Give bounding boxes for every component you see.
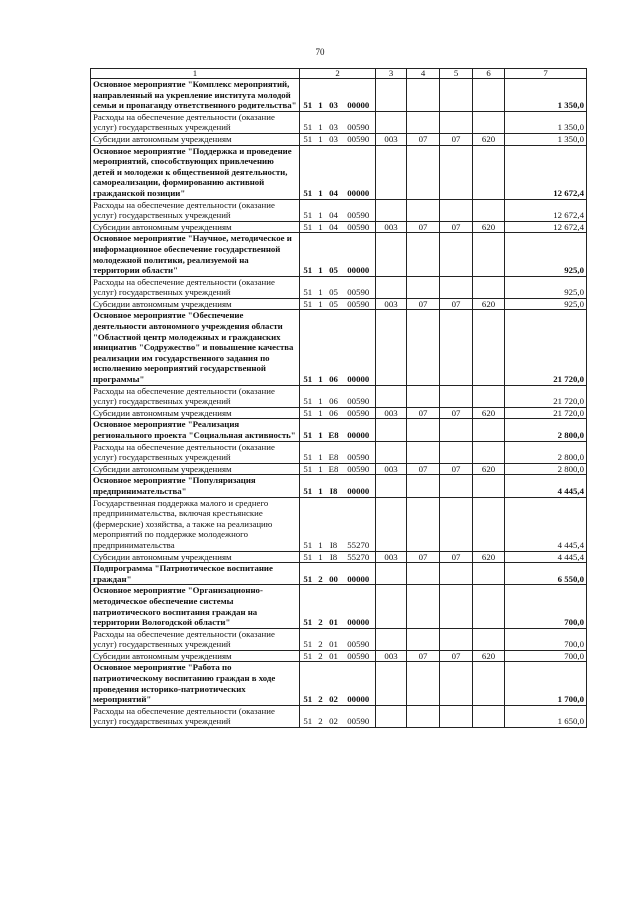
row-name: Основное мероприятие "Комплекс мероприятий, направленный на укрепление института молодой семьи и пропаганду ответственного родительства" [91,79,300,112]
row-subsection [440,563,473,585]
row-code-event: I8 [326,475,342,497]
row-code-direction: 00000 [342,419,376,441]
row-name: Расходы на обеспечение деятельности (оказание услуг) государственных учреждений [91,628,300,650]
row-code-subprogram: 1 [316,475,326,497]
row-name: Основное мероприятие "Поддержка и проведение мероприятий, способствующих привлечению детей и молодежи к общественной деятельности, самореализации, формированию активной гражданской позиции" [91,145,300,199]
row-code-direction: 55270 [342,551,376,563]
row-section [407,111,440,133]
row-name: Расходы на обеспечение деятельности (оказание услуг) государственных учреждений [91,385,300,407]
row-expense-type [473,199,505,221]
row-subsection [440,497,473,551]
row-amount: 700,0 [505,628,587,650]
row-code-direction: 00000 [342,475,376,497]
row-code-direction: 00590 [342,276,376,298]
row-agency [376,585,407,628]
row-subsection: 07 [440,463,473,475]
row-code-subprogram: 1 [316,463,326,475]
row-expense-type [473,310,505,385]
row-subsection [440,310,473,385]
row-agency [376,111,407,133]
row-code-direction: 00590 [342,133,376,145]
row-amount: 925,0 [505,233,587,276]
row-name: Субсидии автономным учреждениям [91,221,300,233]
row-section [407,79,440,112]
row-agency [376,662,407,705]
row-amount: 4 445,4 [505,551,587,563]
row-code-subprogram: 1 [316,385,326,407]
table-row [91,221,587,233]
header-col-4: 4 [407,69,440,79]
table-row [91,585,587,628]
row-code-direction: 55270 [342,497,376,551]
row-code-subprogram: 2 [316,650,326,662]
table-row [91,563,587,585]
row-code-program: 51 [300,276,316,298]
row-code-program: 51 [300,628,316,650]
table-row [91,551,587,563]
row-section [407,145,440,199]
table-row [91,705,587,727]
row-agency: 003 [376,133,407,145]
row-section: 07 [407,551,440,563]
header-col-6: 6 [473,69,505,79]
row-section [407,705,440,727]
header-col-1: 1 [91,69,300,79]
row-agency [376,563,407,585]
row-section [407,475,440,497]
row-expense-type [473,441,505,463]
row-code-event: 03 [326,79,342,112]
row-agency: 003 [376,650,407,662]
row-expense-type [473,233,505,276]
row-code-subprogram: 1 [316,298,326,310]
row-section [407,563,440,585]
row-amount: 2 800,0 [505,441,587,463]
row-name: Расходы на обеспечение деятельности (оказание услуг) государственных учреждений [91,276,300,298]
row-code-event: I8 [326,497,342,551]
row-name: Расходы на обеспечение деятельности (оказание услуг) государственных учреждений [91,441,300,463]
row-section: 07 [407,650,440,662]
row-agency: 003 [376,463,407,475]
row-subsection [440,441,473,463]
row-expense-type: 620 [473,133,505,145]
table-row [91,441,587,463]
row-amount: 21 720,0 [505,310,587,385]
row-code-event: 00 [326,563,342,585]
row-subsection [440,233,473,276]
row-code-direction: 00590 [342,705,376,727]
row-section [407,199,440,221]
row-code-direction: 00000 [342,79,376,112]
table-body [91,79,587,728]
row-section: 07 [407,298,440,310]
row-amount: 1 700,0 [505,662,587,705]
row-code-direction: 00590 [342,441,376,463]
row-code-direction: 00590 [342,463,376,475]
row-code-subprogram: 1 [316,79,326,112]
row-agency [376,310,407,385]
row-code-subprogram: 2 [316,628,326,650]
row-code-direction: 00590 [342,650,376,662]
table-row [91,233,587,276]
row-agency [376,385,407,407]
row-subsection: 07 [440,551,473,563]
row-agency [376,497,407,551]
table-row [91,475,587,497]
row-code-event: 01 [326,585,342,628]
row-section: 07 [407,221,440,233]
row-code-program: 51 [300,111,316,133]
row-expense-type [473,563,505,585]
row-code-direction: 00000 [342,662,376,705]
row-section: 07 [407,407,440,419]
row-agency [376,441,407,463]
row-name: Субсидии автономным учреждениям [91,407,300,419]
row-agency: 003 [376,551,407,563]
row-code-program: 51 [300,310,316,385]
row-name: Субсидии автономным учреждениям [91,551,300,563]
row-section [407,310,440,385]
row-name: Подпрограмма "Патриотическое воспитание граждан" [91,563,300,585]
row-code-event: 05 [326,298,342,310]
row-code-event: 02 [326,705,342,727]
row-section: 07 [407,133,440,145]
table-row [91,276,587,298]
row-agency: 003 [376,407,407,419]
table-row [91,79,587,112]
row-code-direction: 00000 [342,310,376,385]
row-expense-type: 620 [473,551,505,563]
row-code-direction: 00590 [342,199,376,221]
row-code-subprogram: 1 [316,407,326,419]
row-code-direction: 00000 [342,585,376,628]
row-amount: 2 800,0 [505,419,587,441]
row-code-event: 05 [326,233,342,276]
row-code-subprogram: 2 [316,662,326,705]
row-code-event: E8 [326,463,342,475]
row-code-event: 06 [326,407,342,419]
row-agency [376,475,407,497]
row-name: Расходы на обеспечение деятельности (оказание услуг) государственных учреждений [91,705,300,727]
row-code-direction: 00000 [342,233,376,276]
table-row [91,385,587,407]
row-code-subprogram: 1 [316,133,326,145]
row-code-program: 51 [300,441,316,463]
row-agency [376,276,407,298]
row-amount: 925,0 [505,276,587,298]
table-header-row [91,69,587,79]
row-agency [376,79,407,112]
row-name: Основное мероприятие "Работа по патриотическому воспитанию граждан в ходе проведения историко-патриотических мероприятий" [91,662,300,705]
row-code-subprogram: 1 [316,145,326,199]
row-subsection [440,628,473,650]
row-amount: 2 800,0 [505,463,587,475]
header-col-3: 3 [376,69,407,79]
table-row [91,662,587,705]
row-name: Субсидии автономным учреждениям [91,133,300,145]
row-name: Основное мероприятие "Популяризация предпринимательства" [91,475,300,497]
row-code-direction: 00590 [342,111,376,133]
row-section [407,233,440,276]
row-amount: 1 350,0 [505,111,587,133]
row-name: Субсидии автономным учреждениям [91,298,300,310]
row-code-event: 06 [326,310,342,385]
row-name: Основное мероприятие "Научное, методическое и информационное обеспечение государственной молодежной политики, реализуемой на территории области" [91,233,300,276]
row-expense-type [473,628,505,650]
row-name: Субсидии автономным учреждениям [91,650,300,662]
row-agency [376,145,407,199]
row-subsection: 07 [440,298,473,310]
row-section [407,276,440,298]
row-agency [376,628,407,650]
table-row [91,133,587,145]
row-subsection [440,705,473,727]
row-code-subprogram: 2 [316,585,326,628]
row-name: Основное мероприятие "Реализация регионального проекта "Социальная активность" [91,419,300,441]
row-section: 07 [407,463,440,475]
row-expense-type [473,145,505,199]
row-amount: 925,0 [505,298,587,310]
row-expense-type: 620 [473,298,505,310]
row-subsection [440,475,473,497]
budget-table [90,68,587,728]
header-col-2: 2 [300,69,376,79]
table-row [91,463,587,475]
row-code-direction: 00590 [342,407,376,419]
row-code-subprogram: 1 [316,310,326,385]
row-code-program: 51 [300,463,316,475]
row-code-subprogram: 1 [316,441,326,463]
row-code-program: 51 [300,199,316,221]
row-name: Субсидии автономным учреждениям [91,463,300,475]
row-code-event: 01 [326,628,342,650]
row-amount: 4 445,4 [505,475,587,497]
row-code-event: 04 [326,221,342,233]
row-section [407,441,440,463]
row-expense-type [473,79,505,112]
row-subsection: 07 [440,133,473,145]
row-amount: 6 550,0 [505,563,587,585]
row-code-program: 51 [300,475,316,497]
row-expense-type [473,111,505,133]
row-expense-type: 620 [473,650,505,662]
row-amount: 4 445,4 [505,497,587,551]
row-amount: 12 672,4 [505,145,587,199]
row-code-subprogram: 1 [316,221,326,233]
row-name: Государственная поддержка малого и среднего предпринимательства, включая крестьянские (фермерские) хозяйства, а также на реализацию мероприятий по поддержке молодежного предпринимательства [91,497,300,551]
row-code-direction: 00590 [342,385,376,407]
row-subsection [440,662,473,705]
row-code-program: 51 [300,585,316,628]
row-section [407,585,440,628]
row-agency [376,705,407,727]
row-subsection: 07 [440,407,473,419]
row-code-subprogram: 2 [316,705,326,727]
table-row [91,497,587,551]
row-code-program: 51 [300,497,316,551]
row-expense-type: 620 [473,221,505,233]
row-amount: 1 650,0 [505,705,587,727]
row-code-subprogram: 1 [316,233,326,276]
row-amount: 12 672,4 [505,199,587,221]
row-subsection [440,111,473,133]
row-subsection [440,79,473,112]
row-code-program: 51 [300,385,316,407]
row-section [407,385,440,407]
row-code-program: 51 [300,662,316,705]
row-expense-type [473,585,505,628]
row-code-event: E8 [326,441,342,463]
row-amount: 12 672,4 [505,221,587,233]
row-code-program: 51 [300,650,316,662]
row-amount: 21 720,0 [505,407,587,419]
row-code-event: 03 [326,111,342,133]
row-code-direction: 00000 [342,145,376,199]
row-subsection [440,385,473,407]
row-code-direction: 00000 [342,563,376,585]
row-agency [376,419,407,441]
row-subsection [440,199,473,221]
table-row [91,111,587,133]
row-subsection [440,145,473,199]
row-name: Основное мероприятие "Обеспечение деятельности автономного учреждения области "Областной центр молодежных и гражданских инициатив "Содружество" и повышение качества реализации им государственного задания по исполнению мероприятий государственной программы" [91,310,300,385]
row-code-direction: 00590 [342,221,376,233]
row-name: Расходы на обеспечение деятельности (оказание услуг) государственных учреждений [91,199,300,221]
row-expense-type: 620 [473,407,505,419]
row-section [407,497,440,551]
row-expense-type [473,662,505,705]
table-row [91,628,587,650]
table-row [91,419,587,441]
table-row [91,407,587,419]
table-row [91,298,587,310]
row-expense-type [473,419,505,441]
row-agency: 003 [376,221,407,233]
row-code-event: 01 [326,650,342,662]
header-col-5: 5 [440,69,473,79]
row-code-program: 51 [300,419,316,441]
row-section [407,628,440,650]
row-expense-type [473,385,505,407]
row-code-event: 02 [326,662,342,705]
row-subsection [440,419,473,441]
row-section [407,419,440,441]
row-expense-type [473,497,505,551]
row-code-subprogram: 2 [316,563,326,585]
table-row [91,145,587,199]
row-code-program: 51 [300,221,316,233]
row-code-program: 51 [300,298,316,310]
row-agency: 003 [376,298,407,310]
table-row [91,650,587,662]
row-name: Расходы на обеспечение деятельности (оказание услуг) государственных учреждений [91,111,300,133]
row-code-event: 04 [326,199,342,221]
header-col-7: 7 [505,69,587,79]
row-code-event: 04 [326,145,342,199]
row-subsection [440,585,473,628]
row-name: Основное мероприятие "Организационно-методическое обеспечение системы патриотического воспитания граждан на территории Вологодской области" [91,585,300,628]
table-row [91,310,587,385]
row-expense-type [473,475,505,497]
row-code-subprogram: 1 [316,111,326,133]
row-code-program: 51 [300,145,316,199]
row-code-event: 06 [326,385,342,407]
row-expense-type: 620 [473,463,505,475]
row-expense-type [473,276,505,298]
row-agency [376,233,407,276]
row-amount: 700,0 [505,585,587,628]
row-code-direction: 00590 [342,298,376,310]
row-agency [376,199,407,221]
row-amount: 1 350,0 [505,79,587,112]
table-row [91,199,587,221]
row-code-program: 51 [300,551,316,563]
row-code-event: 05 [326,276,342,298]
row-amount: 700,0 [505,650,587,662]
row-code-event: 03 [326,133,342,145]
row-code-program: 51 [300,79,316,112]
row-expense-type [473,705,505,727]
row-code-event: I8 [326,551,342,563]
row-code-subprogram: 1 [316,497,326,551]
row-subsection [440,276,473,298]
row-subsection: 07 [440,650,473,662]
row-amount: 1 350,0 [505,133,587,145]
row-code-subprogram: 1 [316,551,326,563]
row-code-subprogram: 1 [316,276,326,298]
row-code-subprogram: 1 [316,419,326,441]
row-code-subprogram: 1 [316,199,326,221]
row-section [407,662,440,705]
row-code-program: 51 [300,563,316,585]
row-subsection: 07 [440,221,473,233]
row-amount: 21 720,0 [505,385,587,407]
row-code-event: E8 [326,419,342,441]
row-code-program: 51 [300,705,316,727]
row-code-program: 51 [300,407,316,419]
row-code-direction: 00590 [342,628,376,650]
row-code-program: 51 [300,133,316,145]
page-number: 70 [315,47,325,57]
row-code-program: 51 [300,233,316,276]
